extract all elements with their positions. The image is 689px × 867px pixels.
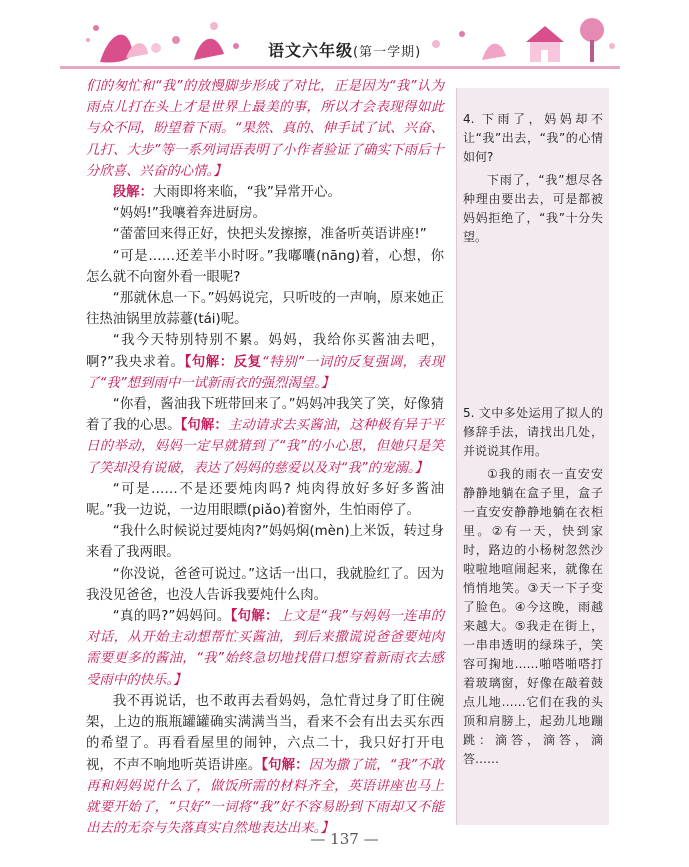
- story-text: “你看，酱油我下班带回来了。”妈妈冲我笑了笑，好像猜着了我的心思。: [86, 397, 444, 434]
- book-title-sub: (第一学期): [353, 45, 422, 60]
- story-paragraph: “可是……还差半小时呀。”我嘟囔(nāng)着，心想，你怎么就不向窗外看一眼呢?: [86, 248, 444, 285]
- main-text-column: [86, 76, 444, 839]
- answer-4: 下雨了，“我”想尽各种理由要出去，可是都被妈妈拒绝了，“我”十分失望。: [463, 173, 603, 244]
- section-summary: [86, 182, 444, 203]
- annotation-tag: 【句解：: [180, 418, 228, 434]
- book-title-main: 语文六年级: [268, 41, 354, 60]
- annotation-tag: 【句解：反复: [184, 354, 262, 370]
- story-paragraph: [86, 691, 444, 839]
- annotation-tag: 【句解：: [261, 757, 309, 773]
- annotation-text: 上文是“我”与妈妈一连串的对话，从开始主动想帮忙买酱油，到后来撒谎说爸爸要炖肉需要更多的酱油，“我”始终急切地找借口想穿着新雨衣去感受雨中的快乐。】: [86, 609, 445, 688]
- annotation-text: 主动请求去买酱油，这种极有异于平日的举动，妈妈一定早就猜到了“我”的小心思，但她只是笑了笑却没有说破，表达了妈妈的慈爱以及对“我”的宠溺。】: [86, 418, 445, 476]
- header-rule: [60, 66, 620, 69]
- story-text: “真的吗?”妈妈问。: [112, 609, 231, 625]
- annotation-tag: 【句解：: [230, 609, 279, 625]
- story-paragraph: “那就休息一下。”妈妈说完，只听吱的一声响，原来她正往热油锅里放蒜薹(tái)呢。: [86, 291, 444, 328]
- story-paragraph: [86, 606, 444, 691]
- question-5-block: [463, 404, 603, 769]
- story-text: “我今天特别特别不累。妈妈，我给你买酱油去吧，啊?”我央求着。: [86, 333, 444, 370]
- story-paragraph: “妈妈!”我嚷着奔进厨房。: [112, 206, 266, 222]
- answer-5: ①我的雨衣一直安安静静地躺在盒子里，盒子一直安安静静地躺在衣柜里。②有一天，快到家时，路边的小杨树忽然沙啦啦地喧闹起来，就像在悄悄地笑。③天一下子变了脸色。④今这晚，雨越来越大。⑤我走在街上，一串串透明的绿珠子，笑容可掬地……啪嗒啪嗒打着玻璃窗，好像在敲着鼓点儿地……它们在我的头顶和肩膀上，起劲儿地蹦跳：滴答，滴答，滴答……: [463, 467, 603, 766]
- question-4: 4. 下雨了，妈妈却不让“我”出去，“我”的心情如何?: [463, 112, 603, 164]
- story-text: 我不再说话，也不敢再去看妈妈，急忙背过身了盯住碗架，上边的瓶瓶罐罐确实满满当当，看来不会有出去买东西的希望了。再看看屋里的闹钟，六点二十，我只好打开电视，不声不响地听英语讲座。: [86, 693, 444, 773]
- story-paragraph: “可是……不是还要炖肉吗? 炖肉得放好多好多酱油呢。”我一边说，一边用眼瞟(piǎo)着窗外，生怕雨停了。: [86, 481, 444, 519]
- book-title: [268, 38, 421, 61]
- story-paragraph: [86, 394, 444, 479]
- question-5: 5. 文中多处运用了拟人的修辞手法，请找出几处，并说说其作用。: [463, 406, 603, 458]
- question-sidebar: [456, 88, 609, 825]
- page-number: — 137 —: [310, 830, 379, 848]
- story-paragraph: “蕾蕾回来得正好，快把头发擦擦，准备听英语讲座!”: [112, 227, 427, 243]
- annotation-text: 因为撒了谎，“我”不敢再和妈妈说什么了，做饭所需的材料齐全，英语讲座也马上就要开始了，“只好”一词将“我”好不容易盼到下雨却又不能出去的无奈与失落真实自然地表达出来。】: [86, 757, 444, 837]
- annotation-paragraph: 们的匆忙和“我”的放慢脚步形成了对比，正是因为“我”认为雨点儿打在头上才是世界上最美的事，所以才会表现得如此与众不同，盼望着下雨。“果然、真的、伸手试了试、兴奋、几打、大步”等一系列词语表明了小作者验证了确实下雨后十分欣喜、兴奋的心情。】: [86, 79, 444, 179]
- section-summary-text: 大雨即将来临，“我”异常开心。: [152, 185, 341, 201]
- annotation-text: “特别”一词的反复强调，表现了“我”想到雨中一试新雨衣的强烈渴望。】: [86, 354, 445, 391]
- page-header: [0, 0, 689, 78]
- story-paragraph: “我什么时候说过要炖肉?”妈妈焖(mèn)上米饭，转过身来看了我两眼。: [86, 524, 444, 561]
- question-4-block: [463, 110, 603, 247]
- section-summary-label: 段解：: [112, 185, 153, 201]
- story-paragraph: [86, 330, 444, 394]
- story-paragraph: “你没说，爸爸可说过。”这话一出口，我就脸红了。因为我没见爸爸，也没人告诉我要炖什么肉。: [86, 566, 444, 603]
